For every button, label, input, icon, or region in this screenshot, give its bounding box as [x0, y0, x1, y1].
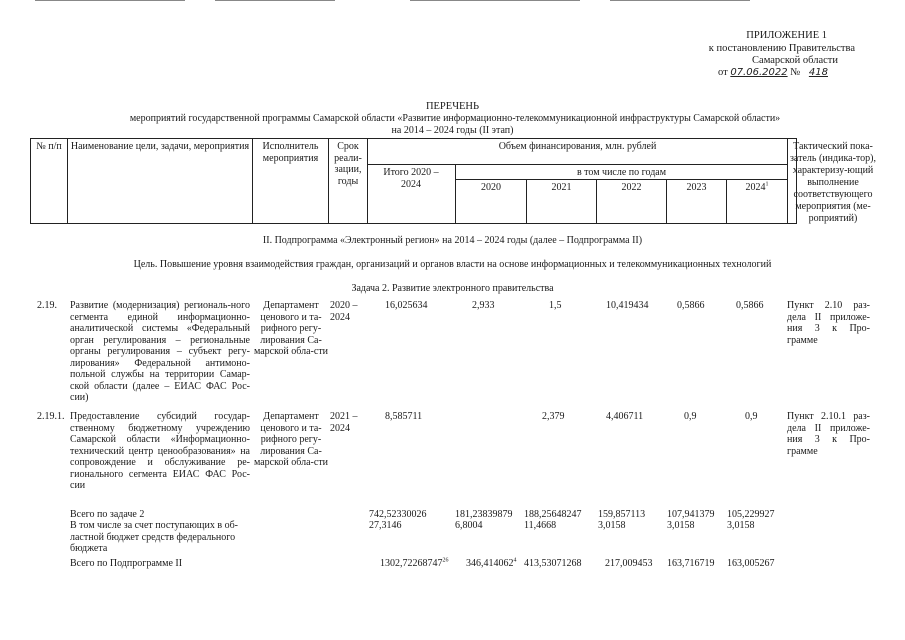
number-prefix: №	[790, 67, 801, 78]
row-term: 2021 – 2024	[330, 411, 358, 434]
row-name: Предоставление субсидий государ-ственному бюджетному учреждению Самарской области «Информационно-технический центр ценообразования» на сопровождение и обслуживание ре-гионального сегмента ЕИАС ФАС Рос-сии	[70, 411, 250, 491]
row-2023: 0,9	[684, 411, 697, 422]
appendix-title: ПРИЛОЖЕНИЕ 1	[746, 30, 827, 41]
row-2023: 0,5866	[677, 300, 705, 311]
row-2020: 2,933	[472, 300, 495, 311]
row-indicator: Пункт 2.10 раз-дела II приложе-ния 3 к Про-грамме	[787, 300, 870, 346]
total-federal-label: В том числе за счет поступающих в об-ластной бюджет средств федерального бюджета	[70, 520, 238, 554]
row-executor: Департамент ценового и та-рифного регу-лирования Са-марской обла-сти	[253, 411, 329, 468]
row-number: 2.19.	[37, 300, 57, 311]
col-2023: 2023	[686, 182, 707, 193]
appendix-date-line	[718, 67, 834, 78]
total-federal-2021: 11,4668	[524, 520, 557, 531]
total-subprogram-2022: 217,009453	[605, 558, 653, 569]
total-subprogram-2023: 163,716719	[667, 558, 715, 569]
row-2024: 0,5866	[736, 300, 764, 311]
document-subtitle-period: на 2014 – 2024 годы (II этап)	[391, 125, 514, 136]
goal-heading: Цель. Повышение уровня взаимодействия граждан, организаций и органов власти на основе информационных и телекоммуникационных технологий	[133, 259, 772, 270]
date-prefix: от	[718, 67, 728, 78]
scan-artifact	[215, 0, 335, 1]
col-2020: 2020	[481, 182, 501, 193]
col-number: № п/п	[36, 141, 62, 152]
row-2021: 2,379	[542, 411, 565, 422]
row-2022: 10,419434	[606, 300, 649, 311]
scan-artifact	[35, 0, 185, 1]
row-number: 2.19.1.	[37, 411, 65, 422]
task-heading: Задача 2. Развитие электронного правительства	[351, 283, 554, 294]
row-indicator: Пункт 2.10.1 раз-дела II приложе-ния 3 к Про-грамме	[787, 411, 870, 457]
total-task-2020: 181,23839879	[455, 509, 513, 520]
row-2022: 4,406711	[606, 411, 644, 422]
number-value: 418	[808, 67, 828, 78]
total-federal-2020: 6,8004	[455, 520, 483, 531]
col-total: Итого 2020 – 2024	[383, 167, 439, 190]
total-task-label: Всего по задаче 2	[70, 509, 145, 520]
total-task-2024: 105,229927	[727, 509, 775, 520]
row-total: 8,585711	[385, 411, 423, 422]
date-value: 07.06.2022	[730, 67, 788, 78]
total-federal-sum: 27,3146	[369, 520, 402, 531]
total-task-2022: 159,857113	[598, 509, 646, 520]
document-subtitle: мероприятий государственной программы Самарской области «Развитие информационно-телекоммуникационной инфраструктуры Самарской области»	[129, 113, 781, 124]
row-term: 2020 – 2024	[330, 300, 358, 323]
col-executor: Исполнитель мероприятия	[262, 141, 319, 164]
row-total: 16,025634	[385, 300, 428, 311]
document-title: ПЕРЕЧЕНЬ	[425, 101, 480, 112]
total-task-2021: 188,25648247	[524, 509, 582, 520]
total-subprogram-sum: 1302,72268747$^{26}$	[380, 557, 449, 569]
col-indicator: Тактический пока-затель (индика-тор), характеризу-ющий выполнение соответствующего мероприятия (ме-роприятий)	[789, 141, 876, 224]
col-volume: Объем финансирования, млн. рублей	[498, 141, 657, 152]
total-subprogram-2024: 163,005267	[727, 558, 775, 569]
row-2024: 0,9	[745, 411, 758, 422]
appendix-line2: к постановлению Правительства	[708, 43, 855, 54]
total-task-2023: 107,941379	[667, 509, 715, 520]
total-federal-2024: 3,0158	[727, 520, 755, 531]
total-federal-2022: 3,0158	[598, 520, 626, 531]
col-term: Срок реали-зации, годы	[334, 141, 362, 187]
total-federal-2023: 3,0158	[667, 520, 695, 531]
total-subprogram-label: Всего по Подпрограмме II	[70, 558, 183, 569]
col-2024: 2024$^1$	[745, 181, 769, 193]
col-by-years: в том числе по годам	[576, 167, 667, 178]
appendix-line3: Самарской области	[752, 55, 838, 66]
col-2021: 2021	[551, 182, 572, 193]
total-task-sum: 742,52330026	[369, 509, 427, 520]
row-name: Развитие (модернизация) региональ-ного сегмента единой информационно-аналитической системы «Федеральный орган регулирования – региональные органы регулирования – субъект регу-лирования» Федеральной антимоно-польной службы на территории Самар-ской области (далее – ЕИАС ФАС Рос-сии)	[70, 300, 250, 403]
col-2022: 2022	[621, 182, 642, 193]
col-name: Наименование цели, задачи, мероприятия	[70, 141, 250, 152]
total-subprogram-2020: 346,414062$^4$	[466, 557, 517, 569]
row-2021: 1,5	[549, 300, 562, 311]
subprogram-heading: II. Подпрограмма «Электронный регион» на 2014 – 2024 годы (далее – Подпрограмма II)	[262, 235, 643, 246]
total-subprogram-2021: 413,53071268	[524, 558, 582, 569]
scan-artifact	[410, 0, 580, 1]
row-executor: Департамент ценового и та-рифного регу-лирования Са-марской обла-сти	[253, 300, 329, 357]
scan-artifact	[610, 0, 750, 1]
